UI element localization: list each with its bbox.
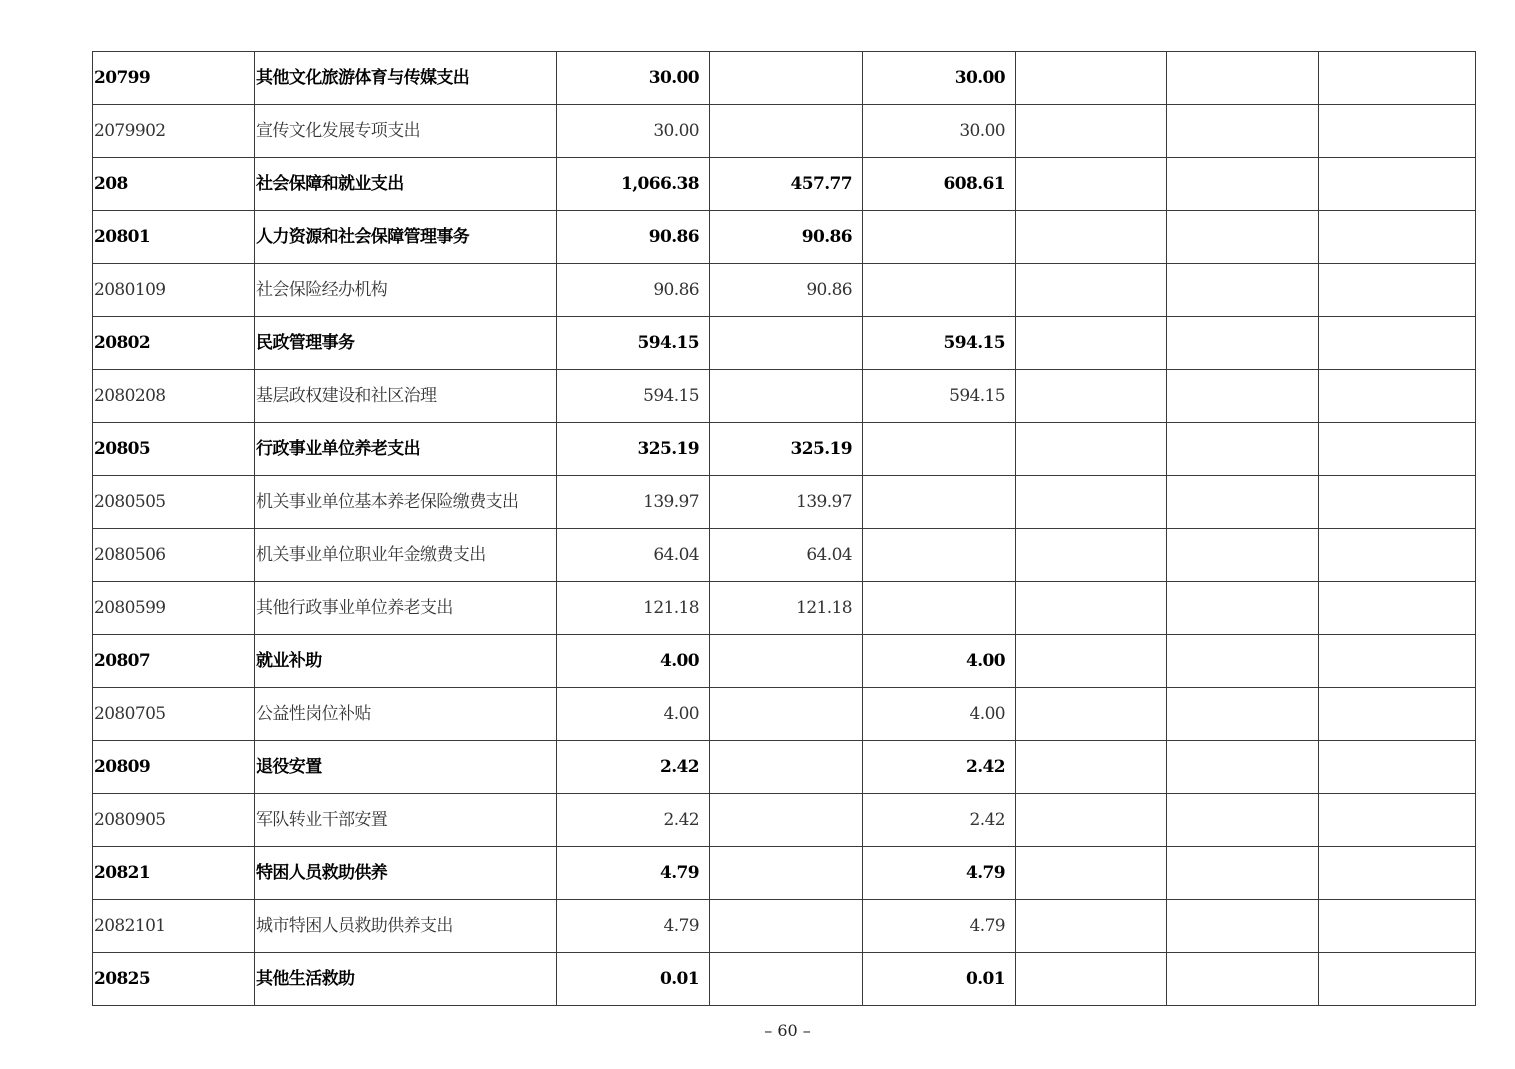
- cell-project-expenditure: 594.15: [863, 370, 1016, 423]
- cell-basic-expenditure: 64.04: [710, 529, 863, 582]
- cell-column-6: [1016, 794, 1167, 847]
- cell-basic-expenditure: 139.97: [710, 476, 863, 529]
- table-row: [93, 794, 1476, 847]
- table-row: [93, 529, 1476, 582]
- cell-total: 4.00: [557, 688, 710, 741]
- cell-column-8: [1319, 953, 1476, 1006]
- cell-column-6: [1016, 211, 1167, 264]
- cell-function-code: 20809: [93, 741, 255, 794]
- cell-column-6: [1016, 529, 1167, 582]
- cell-column-6: [1016, 635, 1167, 688]
- cell-total: 90.86: [557, 211, 710, 264]
- cell-column-8: [1319, 900, 1476, 953]
- cell-project-expenditure: 4.79: [863, 847, 1016, 900]
- cell-basic-expenditure: [710, 688, 863, 741]
- cell-function-name: 其他行政事业单位养老支出: [255, 582, 557, 635]
- cell-project-expenditure: [863, 529, 1016, 582]
- cell-function-name: 机关事业单位职业年金缴费支出: [255, 529, 557, 582]
- cell-function-code: 20821: [93, 847, 255, 900]
- cell-column-8: [1319, 847, 1476, 900]
- cell-project-expenditure: [863, 264, 1016, 317]
- cell-column-6: [1016, 317, 1167, 370]
- cell-project-expenditure: [863, 476, 1016, 529]
- cell-column-6: [1016, 423, 1167, 476]
- cell-function-code: 20807: [93, 635, 255, 688]
- cell-function-code: 20805: [93, 423, 255, 476]
- cell-column-6: [1016, 741, 1167, 794]
- cell-function-code: 2082101: [93, 900, 255, 953]
- cell-function-code: 20825: [93, 953, 255, 1006]
- cell-column-8: [1319, 52, 1476, 105]
- cell-column-7: [1167, 741, 1319, 794]
- cell-total: 1,066.38: [557, 158, 710, 211]
- cell-column-7: [1167, 847, 1319, 900]
- cell-total: 0.01: [557, 953, 710, 1006]
- cell-basic-expenditure: [710, 741, 863, 794]
- cell-function-name: 就业补助: [255, 635, 557, 688]
- cell-function-name: 人力资源和社会保障管理事务: [255, 211, 557, 264]
- cell-column-6: [1016, 105, 1167, 158]
- cell-column-6: [1016, 264, 1167, 317]
- cell-basic-expenditure: 90.86: [710, 264, 863, 317]
- cell-basic-expenditure: [710, 370, 863, 423]
- cell-total: 4.00: [557, 635, 710, 688]
- table-row: [93, 688, 1476, 741]
- cell-column-8: [1319, 582, 1476, 635]
- cell-total: 4.79: [557, 847, 710, 900]
- cell-column-8: [1319, 635, 1476, 688]
- cell-column-6: [1016, 582, 1167, 635]
- cell-basic-expenditure: [710, 900, 863, 953]
- cell-total: 90.86: [557, 264, 710, 317]
- cell-function-code: 2079902: [93, 105, 255, 158]
- budget-table: [92, 51, 1476, 1006]
- cell-basic-expenditure: [710, 317, 863, 370]
- cell-column-7: [1167, 264, 1319, 317]
- cell-project-expenditure: 594.15: [863, 317, 1016, 370]
- cell-column-8: [1319, 317, 1476, 370]
- table-row: [93, 476, 1476, 529]
- cell-total: 4.79: [557, 900, 710, 953]
- cell-column-7: [1167, 158, 1319, 211]
- cell-column-7: [1167, 794, 1319, 847]
- cell-total: 594.15: [557, 370, 710, 423]
- table-row: [93, 211, 1476, 264]
- cell-function-name: 机关事业单位基本养老保险缴费支出: [255, 476, 557, 529]
- cell-column-6: [1016, 688, 1167, 741]
- cell-basic-expenditure: [710, 953, 863, 1006]
- cell-total: 121.18: [557, 582, 710, 635]
- cell-column-7: [1167, 582, 1319, 635]
- cell-function-name: 城市特困人员救助供养支出: [255, 900, 557, 953]
- cell-function-name: 其他文化旅游体育与传媒支出: [255, 52, 557, 105]
- cell-column-7: [1167, 105, 1319, 158]
- cell-total: 594.15: [557, 317, 710, 370]
- cell-basic-expenditure: [710, 105, 863, 158]
- cell-basic-expenditure: [710, 52, 863, 105]
- cell-project-expenditure: [863, 423, 1016, 476]
- cell-basic-expenditure: 121.18: [710, 582, 863, 635]
- cell-column-8: [1319, 264, 1476, 317]
- cell-column-6: [1016, 953, 1167, 1006]
- cell-total: 30.00: [557, 105, 710, 158]
- table-row: [93, 158, 1476, 211]
- cell-project-expenditure: 30.00: [863, 105, 1016, 158]
- table-row: [93, 635, 1476, 688]
- cell-column-7: [1167, 211, 1319, 264]
- cell-function-code: 208: [93, 158, 255, 211]
- cell-function-name: 军队转业干部安置: [255, 794, 557, 847]
- table-body: [93, 52, 1476, 1006]
- cell-column-8: [1319, 370, 1476, 423]
- cell-function-code: 2080109: [93, 264, 255, 317]
- cell-function-code: 2080506: [93, 529, 255, 582]
- cell-project-expenditure: 4.00: [863, 635, 1016, 688]
- table-row: [93, 105, 1476, 158]
- cell-column-6: [1016, 847, 1167, 900]
- cell-column-8: [1319, 476, 1476, 529]
- cell-function-name: 行政事业单位养老支出: [255, 423, 557, 476]
- cell-project-expenditure: [863, 211, 1016, 264]
- cell-project-expenditure: 2.42: [863, 741, 1016, 794]
- cell-column-6: [1016, 476, 1167, 529]
- cell-column-8: [1319, 211, 1476, 264]
- cell-column-8: [1319, 105, 1476, 158]
- cell-column-6: [1016, 900, 1167, 953]
- cell-function-code: 2080599: [93, 582, 255, 635]
- cell-function-name: 退役安置: [255, 741, 557, 794]
- cell-function-name: 其他生活救助: [255, 953, 557, 1006]
- cell-function-name: 特困人员救助供养: [255, 847, 557, 900]
- cell-project-expenditure: 4.79: [863, 900, 1016, 953]
- cell-function-name: 民政管理事务: [255, 317, 557, 370]
- cell-total: 325.19: [557, 423, 710, 476]
- cell-column-7: [1167, 953, 1319, 1006]
- cell-function-name: 基层政权建设和社区治理: [255, 370, 557, 423]
- cell-column-7: [1167, 317, 1319, 370]
- cell-column-8: [1319, 529, 1476, 582]
- cell-basic-expenditure: 457.77: [710, 158, 863, 211]
- cell-column-6: [1016, 158, 1167, 211]
- table-row: [93, 900, 1476, 953]
- cell-column-7: [1167, 529, 1319, 582]
- cell-function-code: 2080905: [93, 794, 255, 847]
- table-row: [93, 370, 1476, 423]
- table-row: [93, 741, 1476, 794]
- cell-column-7: [1167, 900, 1319, 953]
- table-row: [93, 847, 1476, 900]
- cell-function-code: 20801: [93, 211, 255, 264]
- cell-function-name: 社会保障和就业支出: [255, 158, 557, 211]
- cell-column-7: [1167, 688, 1319, 741]
- table-row: [93, 264, 1476, 317]
- cell-basic-expenditure: [710, 847, 863, 900]
- cell-function-name: 社会保险经办机构: [255, 264, 557, 317]
- cell-column-8: [1319, 794, 1476, 847]
- cell-column-8: [1319, 741, 1476, 794]
- page-number: – 60 –: [764, 1021, 811, 1040]
- table-row: [93, 423, 1476, 476]
- cell-total: 30.00: [557, 52, 710, 105]
- cell-project-expenditure: 4.00: [863, 688, 1016, 741]
- cell-function-code: 2080705: [93, 688, 255, 741]
- table-row: [93, 52, 1476, 105]
- cell-column-6: [1016, 52, 1167, 105]
- cell-column-7: [1167, 476, 1319, 529]
- cell-column-7: [1167, 635, 1319, 688]
- cell-column-8: [1319, 688, 1476, 741]
- table-row: [93, 953, 1476, 1006]
- table-row: [93, 317, 1476, 370]
- cell-function-name: 宣传文化发展专项支出: [255, 105, 557, 158]
- cell-column-7: [1167, 370, 1319, 423]
- cell-function-code: 20799: [93, 52, 255, 105]
- cell-basic-expenditure: 90.86: [710, 211, 863, 264]
- cell-project-expenditure: 30.00: [863, 52, 1016, 105]
- cell-column-7: [1167, 423, 1319, 476]
- cell-column-6: [1016, 370, 1167, 423]
- cell-project-expenditure: 2.42: [863, 794, 1016, 847]
- cell-function-code: 2080505: [93, 476, 255, 529]
- cell-basic-expenditure: 325.19: [710, 423, 863, 476]
- cell-column-8: [1319, 423, 1476, 476]
- cell-total: 2.42: [557, 794, 710, 847]
- cell-project-expenditure: [863, 582, 1016, 635]
- cell-total: 2.42: [557, 741, 710, 794]
- cell-basic-expenditure: [710, 794, 863, 847]
- cell-function-code: 20802: [93, 317, 255, 370]
- cell-basic-expenditure: [710, 635, 863, 688]
- cell-project-expenditure: 608.61: [863, 158, 1016, 211]
- cell-function-code: 2080208: [93, 370, 255, 423]
- cell-column-7: [1167, 52, 1319, 105]
- cell-project-expenditure: 0.01: [863, 953, 1016, 1006]
- cell-column-8: [1319, 158, 1476, 211]
- cell-total: 64.04: [557, 529, 710, 582]
- cell-function-name: 公益性岗位补贴: [255, 688, 557, 741]
- table-row: [93, 582, 1476, 635]
- cell-total: 139.97: [557, 476, 710, 529]
